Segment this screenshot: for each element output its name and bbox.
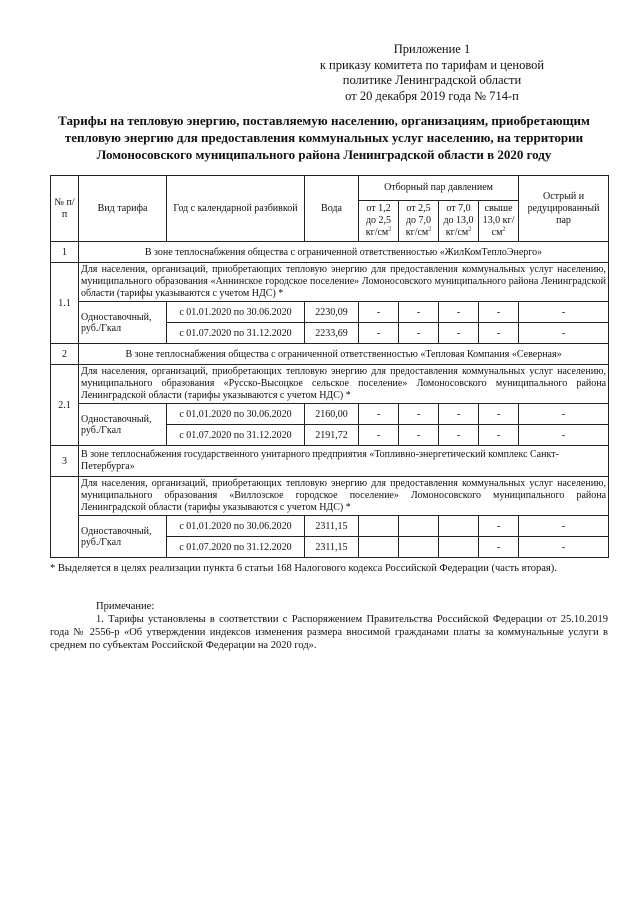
col-steam-1-header: от 1,2 до 2,5 $кг/см^2$ (359, 201, 399, 242)
col-steam-header: Отборный пар давлением (359, 176, 519, 201)
description-row (51, 477, 609, 516)
steam-3-value (439, 516, 479, 537)
sharp-steam-value: - (519, 302, 609, 323)
steam-1-value: - (359, 302, 399, 323)
period-cell: с 01.01.2020 по 30.06.2020 (167, 516, 305, 537)
steam-4-value: - (479, 323, 519, 344)
water-value: 2191,72 (305, 425, 359, 446)
table-row (51, 516, 609, 537)
subsection-number: 2.1 (51, 365, 79, 446)
subsection-number (51, 477, 79, 558)
appendix-header (302, 42, 562, 104)
steam-3-value: - (439, 302, 479, 323)
table-row (51, 302, 609, 323)
section-number: 3 (51, 446, 79, 477)
steam-2-value: - (399, 302, 439, 323)
steam-2-value: - (399, 323, 439, 344)
tariffs-table (50, 175, 609, 558)
document-title: Тарифы на тепловую энергию, поставляемую населению, организациям, приобретающим тепловую энергию для предоставления коммунальных услуг населению, на территории Ломоносовского муниципального района Ленинградской области в 2020 году (58, 113, 590, 162)
note-item: 1. Тарифы установлены в соответствии с Распоряжением Правительства Российской Федерации от 25.10.2019 года № 2556-р «Об утверждении индексов изменения размера вносимой гражданами платы за коммунальные услуги в среднем по субъектам Российской Федерации на 2020 год». (50, 614, 608, 651)
sharp-steam-value: - (519, 537, 609, 558)
appendix-line-2: к приказу комитета по тарифам и ценовой (319, 57, 545, 72)
section-row (51, 344, 609, 365)
description-row (51, 263, 609, 302)
water-value: 2311,15 (305, 537, 359, 558)
section-title: В зоне теплоснабжения общества с ограниченной ответственностью «Тепловая Компания «Северная» (79, 344, 609, 365)
note-block (50, 600, 608, 652)
tariff-type: Одноставочный, руб./Гкал (79, 302, 167, 344)
steam-2-value: - (399, 425, 439, 446)
steam-4-value: - (479, 537, 519, 558)
appendix-line-4: от 20 декабря 2019 года № 714-п (345, 88, 519, 103)
steam-3-value: - (439, 404, 479, 425)
water-value: 2233,69 (305, 323, 359, 344)
water-value: 2230,09 (305, 302, 359, 323)
description-row (51, 365, 609, 404)
steam-2-value (399, 516, 439, 537)
steam-4-value: - (479, 425, 519, 446)
period-cell: с 01.01.2020 по 30.06.2020 (167, 302, 305, 323)
steam-2-value (399, 537, 439, 558)
period-cell: с 01.07.2020 по 31.12.2020 (167, 425, 305, 446)
col-water-header: Вода (305, 176, 359, 242)
water-value: 2160,00 (305, 404, 359, 425)
section-row (51, 242, 609, 263)
section-title: В зоне теплоснабжения государственного унитарного предприятия «Топливно-энергетический комплекс Санкт-Петербурга» (79, 446, 609, 477)
tariff-type: Одноставочный, руб./Гкал (79, 404, 167, 446)
sharp-steam-value: - (519, 516, 609, 537)
steam-1-value: - (359, 425, 399, 446)
tariff-type: Одноставочный, руб./Гкал (79, 516, 167, 558)
col-steam-2-header: от 2,5 до 7,0 $кг/см^2$ (399, 201, 439, 242)
steam-2-value: - (399, 404, 439, 425)
sharp-steam-value: - (519, 404, 609, 425)
col-steam-3-header: от 7,0 до 13,0 $кг/см^2$ (439, 201, 479, 242)
steam-3-value (439, 537, 479, 558)
section-title: В зоне теплоснабжения общества с ограниченной ответственностью «ЖилКомТеплоЭнерго» (79, 242, 609, 263)
period-cell: с 01.01.2020 по 30.06.2020 (167, 404, 305, 425)
steam-4-value: - (479, 302, 519, 323)
vat-footnote: * Выделяется в целях реализации пункта 6 статьи 168 Налогового кодекса Российской Федерации (часть вторая). (50, 563, 557, 574)
section-number: 2 (51, 344, 79, 365)
col-sharp-header: Острый и редуцированный пар (519, 176, 609, 242)
sharp-steam-value: - (519, 425, 609, 446)
table-row (51, 404, 609, 425)
col-year-header: Год с календарной разбивкой (167, 176, 305, 242)
header-row-1 (51, 176, 609, 201)
water-value: 2311,15 (305, 516, 359, 537)
steam-1-value (359, 516, 399, 537)
steam-3-value: - (439, 425, 479, 446)
steam-3-value: - (439, 323, 479, 344)
appendix-line-1: Приложение 1 (393, 42, 471, 56)
note-title: Примечание: (96, 601, 155, 612)
subsection-description: Для населения, организаций, приобретающих тепловую энергию для предоставления коммунальных услуг населению, муниципального образования «Виллозское городское поселение» Ломоносовского муниципального района Ленинградской области (тарифы указываются с учетом НДС) * (79, 477, 609, 516)
period-cell: с 01.07.2020 по 31.12.2020 (167, 537, 305, 558)
sharp-steam-value: - (519, 323, 609, 344)
appendix-line-3: политике Ленинградской области (342, 73, 522, 87)
steam-4-value: - (479, 404, 519, 425)
section-number: 1 (51, 242, 79, 263)
steam-1-value (359, 537, 399, 558)
col-steam-4-header: свыше 13,0 $кг/см^2$ (479, 201, 519, 242)
subsection-description: Для населения, организаций, приобретающих тепловую энергию для предоставления коммунальных услуг населению, муниципального образования «Русско-Высоцкое сельское поселение» Ломоносовского муниципального района Ленинградской области (тарифы указываются с учетом НДС) * (79, 365, 609, 404)
subsection-description: Для населения, организаций, приобретающих тепловую энергию для предоставления коммунальных услуг населению, муниципального образования «Аннинское городское поселение» Ломоносовского муниципального района Ленинградской области (тарифы указываются с учетом НДС) * (79, 263, 609, 302)
section-row (51, 446, 609, 477)
col-no-header: № п/п (51, 176, 79, 242)
steam-1-value: - (359, 404, 399, 425)
steam-4-value: - (479, 516, 519, 537)
period-cell: с 01.07.2020 по 31.12.2020 (167, 323, 305, 344)
steam-1-value: - (359, 323, 399, 344)
subsection-number: 1.1 (51, 263, 79, 344)
col-type-header: Вид тарифа (79, 176, 167, 242)
